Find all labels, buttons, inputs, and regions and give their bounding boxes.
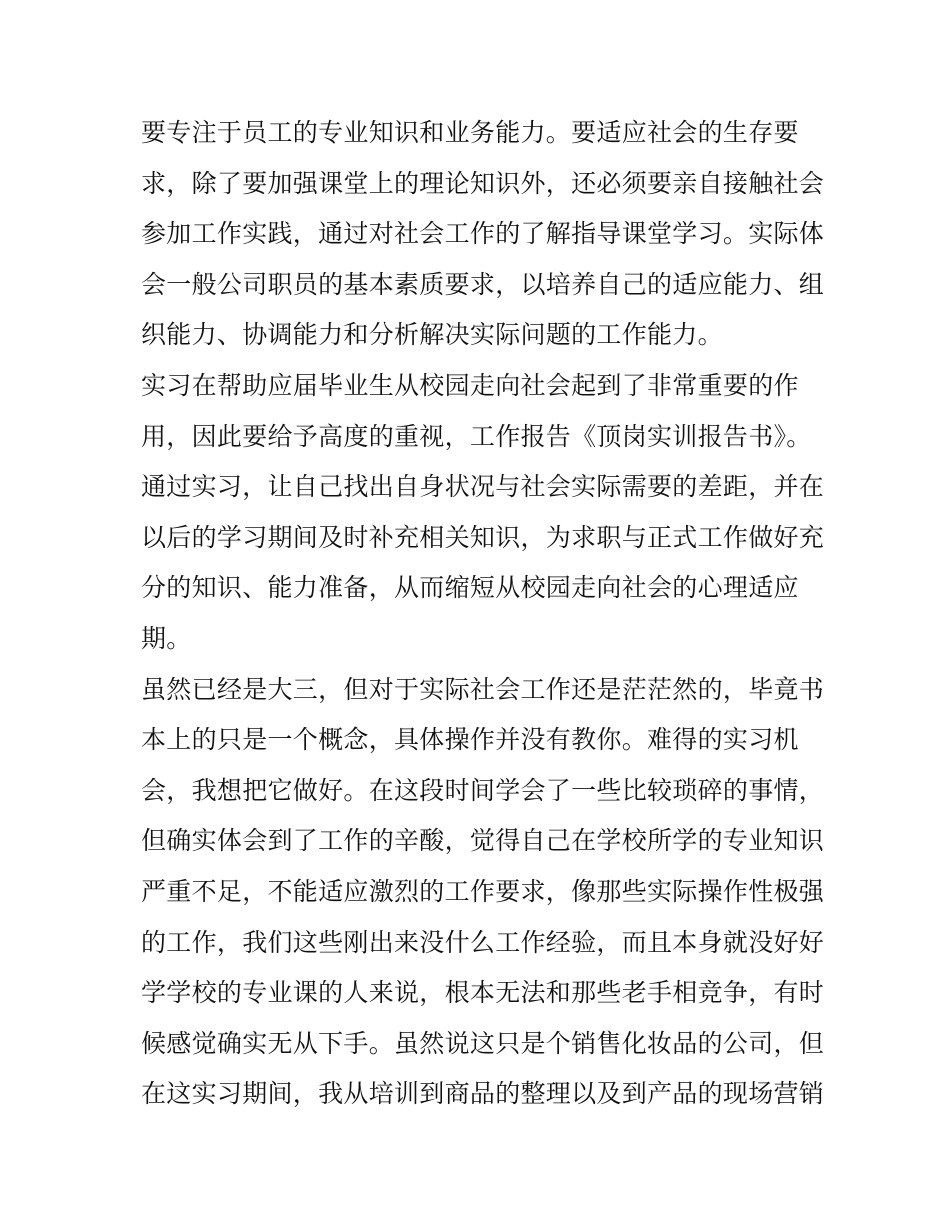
text-line-4: 会一般公司职员的基本素质要求，以培养自己的适应能力、组	[141, 269, 825, 299]
text-line-13: 本上的只是一个概念，具体操作并没有教你。难得的实习机	[141, 725, 799, 755]
text-line-9: 以后的学习期间及时补充相关知识，为求职与正式工作做好充	[141, 522, 825, 552]
text-line-6: 实习在帮助应届毕业生从校园走向社会起到了非常重要的作	[141, 370, 799, 400]
text-line-18: 学学校的专业课的人来说，根本无法和那些老手相竞争，有时	[141, 978, 825, 1008]
text-line-7: 用，因此要给予高度的重视，工作报告《顶岗实训报告书》。	[141, 421, 812, 451]
text-line-10: 分的知识、能力准备，从而缩短从校园走向社会的心理适应	[141, 573, 799, 603]
text-line-8: 通过实习，让自己找出自身状况与社会实际需要的差距，并在	[141, 472, 825, 502]
text-line-16: 严重不足，不能适应激烈的工作要求，像那些实际操作性极强	[141, 876, 825, 906]
text-line-3: 参加工作实践，通过对社会工作的了解指导课堂学习。实际体	[141, 219, 825, 249]
text-line-15: 但确实体会到了工作的辛酸，觉得自己在学校所学的专业知识	[141, 826, 825, 856]
body-text	[141, 108, 831, 1120]
text-line-20: 在这实习期间，我从培训到商品的整理以及到产品的现场营销	[141, 1079, 825, 1109]
text-line-2: 求，除了要加强课堂上的理论知识外，还必须要亲自接触社会	[141, 168, 825, 198]
text-line-12: 虽然已经是大三，但对于实际社会工作还是茫茫然的，毕竟书	[141, 674, 825, 704]
text-line-5: 织能力、协调能力和分析解决实际问题的工作能力。	[141, 320, 723, 350]
text-line-14: 会，我想把它做好。在这段时间学会了一些比较琐碎的事情，	[141, 775, 825, 805]
text-line-17: 的工作，我们这些刚出来没什么工作经验，而且本身就没好好	[141, 927, 825, 957]
text-line-11: 期。	[141, 623, 192, 653]
text-line-1: 要专注于员工的专业知识和业务能力。要适应社会的生存要	[141, 118, 799, 147]
text-line-19: 候感觉确实无从下手。虽然说这只是个销售化妆品的公司，但	[141, 1028, 825, 1058]
